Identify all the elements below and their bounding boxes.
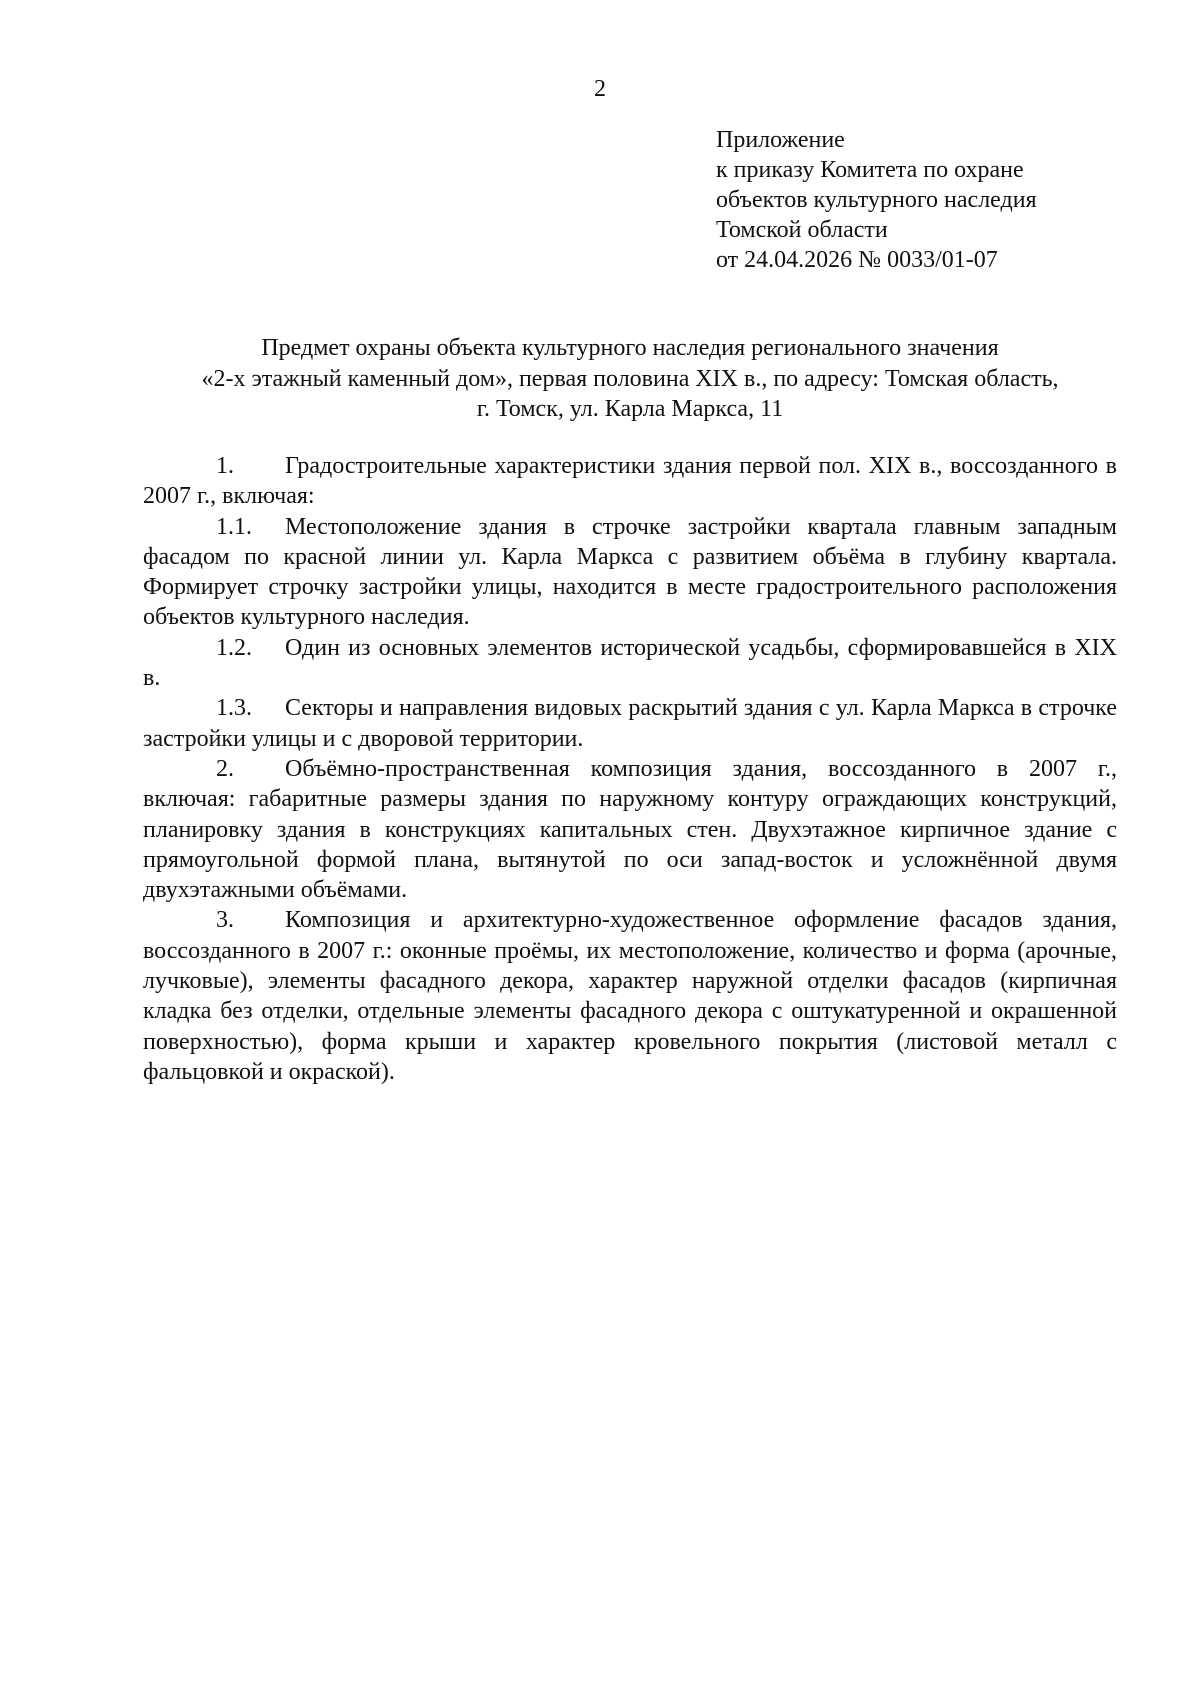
appendix-header [716,125,1176,275]
title-line: Предмет охраны объекта культурного наследия регионального значения [261,335,999,361]
appendix-line: Приложение [716,127,845,153]
page-number: 2 [594,76,606,102]
item-number: 1.2. [216,634,252,661]
item-text: Местоположение здания в строчке застройки квартала главным западным фасадом по красной линии ул. Карла Маркса с развитием объёма в глубину квартала. Формирует строчку застройки улицы, находится в месте градостроительного расположения объектов культурного наследия. [143,513,1117,631]
appendix-line: от 24.04.2026 № 0033/01-07 [716,247,998,273]
list-item [143,451,1117,512]
document-title [140,333,1120,425]
item-text: Один из основных элементов исторической усадьбы, сформировавшейся в XIX в. [143,634,1117,692]
list-item [143,633,1117,694]
item-number: 3. [216,907,234,934]
title-line: «2-х этажный каменный дом», первая половина XIX в., по адресу: Томская область, [201,365,1059,392]
list-item [143,693,1117,754]
title-line: г. Томск, ул. Карла Маркса, 11 [476,396,784,422]
item-number: 2. [216,755,234,782]
item-text: Композиция и архитектурно-художественное оформление фасадов здания, воссозданного в 2007 г.: оконные проёмы, их местоположение, количество и форма (арочные, лучковые), элементы фасадного декора, характер наружной отделки фасадов (кирпичная кладка без отделки, отдельные элементы фасадного декора с оштукатуренной и окрашенной поверхностью), форма крыши и характер кровельного покрытия (листовой металл с фальцовкой и окраской). [143,907,1117,1085]
list-item [143,754,1117,905]
appendix-line: Томской области [716,217,888,243]
appendix-line: объектов культурного наследия [716,187,1037,213]
list-item [143,905,1117,1087]
appendix-line: к приказу Комитета по охране [716,157,1024,183]
list-item [143,512,1117,633]
item-text: Секторы и направления видовых раскрытий здания с ул. Карла Маркса в строчке застройки улицы и с дворовой территории. [143,695,1117,752]
item-number: 1.3. [216,695,252,722]
item-text: Градостроительные характеристики здания первой пол. XIX в., воссозданного в 2007 г., включая: [143,453,1117,510]
item-number: 1. [216,453,234,479]
item-text: Объёмно-пространственная композиция здания, воссозданного в 2007 г., включая: габаритные размеры здания по наружному контуру ограждающих конструкций, планировку здания в конструкциях капитальных стен. Двухэтажное кирпичное здание с прямоугольной формой плана, вытянутой по оси запад-восток и усложнённой двумя двухэтажными объёмами. [143,755,1117,904]
document-body [143,451,1117,1087]
item-number: 1.1. [216,513,252,540]
